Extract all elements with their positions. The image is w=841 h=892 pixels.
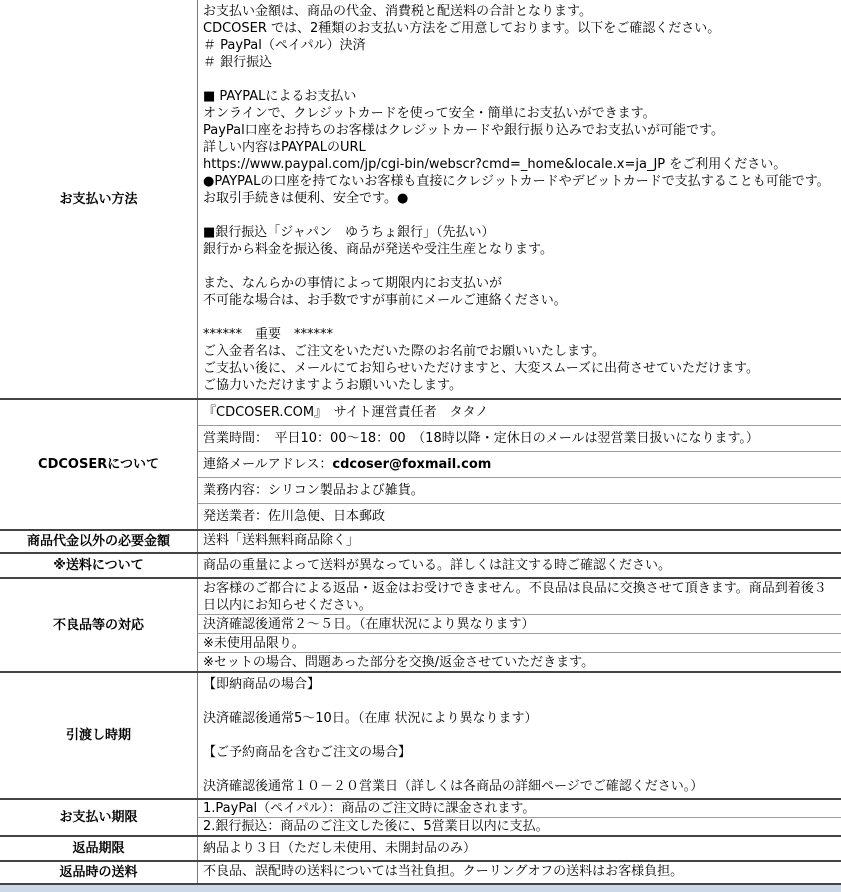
text-line: ご協力いただけますようお願いいたします。 (203, 378, 462, 393)
defective-goods-content (198, 579, 841, 671)
payment-method-content (198, 0, 841, 398)
business-description-row: 業務内容：シリコン製品および雑貨。 (198, 478, 841, 504)
section-payment-method (0, 0, 841, 400)
blank-line (203, 693, 835, 710)
row-header-extra-fees: 商品代金以外の必要金額 (0, 531, 198, 552)
text-line: 不可能な場合は、お手数ですが事前にメールご連絡ください。 (203, 293, 567, 308)
blank-line (203, 71, 835, 88)
exchange-time-row: 決済確認後通常２～５日。（在庫状況により異なります） (198, 615, 841, 634)
delivery-time-content (198, 673, 841, 798)
text-line: 納品より３日（ただし未使用、未開封品のみ） (203, 841, 477, 856)
blank-line (203, 761, 835, 778)
paypal-url-line: https://www.paypal.com/jp/cgi-bin/webscr?cmd=_home&locale.x=ja_JP をご利用ください。 (203, 157, 787, 172)
text-line: お取引手続きは便利、安全です。● (203, 191, 409, 206)
text-line: お支払い金額は、商品の代金、消費税と配送料の合計となります。 (203, 4, 592, 19)
contact-email-label: 連絡メールアドレス： (203, 457, 333, 472)
row-header-about-cdcoser: CDCOSERについて (0, 400, 198, 529)
text-line: ＃ PayPal（ペイパル）決済 (203, 38, 366, 53)
blank-line (203, 309, 835, 326)
row-header-payment-method: お支払い方法 (0, 0, 198, 398)
shipping-fee-content (198, 554, 841, 577)
section-about-cdcoser (0, 400, 841, 531)
text-line: ご支払い後に、メールにてお知らせいただけますと、大変スムーズに出荷させていただけます。 (203, 361, 760, 376)
section-extra-fees (0, 531, 841, 554)
text-line: また、なんらかの事情によって期限内にお支払いが (203, 276, 503, 291)
text-line: PayPal口座をお持ちのお客様はクレジットカードや銀行振り込みでお支払いが可能です。 (203, 123, 724, 138)
text-line: 商品の重量によって送料が異なっている。詳しくは註文する時ご確認ください。 (203, 558, 672, 573)
section-delivery-time (0, 673, 841, 800)
paypal-deadline-row: 1.PayPal（ペイパル）：商品のご注文時に課金されます。 (198, 800, 841, 818)
bank-transfer-heading-line: ■銀行振込「ジャパン ゆうちょ銀行」（先払い） (203, 225, 495, 240)
text-line: 詳しい内容はPAYPALのURL (203, 140, 366, 155)
row-header-return-deadline: 返品期限 (0, 837, 198, 860)
blank-line (203, 727, 835, 744)
return-deadline-content (198, 837, 841, 860)
text-line: 銀行から料金を振込後、商品が発送や受注生産となります。 (203, 242, 553, 257)
text-line: 決済確認後通常5～10日。（在庫 状況により異なります） (203, 711, 538, 726)
text-line: ＃ 銀行振込 (203, 55, 273, 70)
bank-deadline-row: 2.銀行振込：商品のご注文した後に、5営業日以内に支払。 (203, 819, 549, 834)
text-line: 決済確認後通常１０－２０営業日（詳しくは各商品の詳細ページでご確認ください。） (203, 779, 704, 794)
row-header-return-shipping-cost: 返品時の送料 (0, 862, 198, 883)
site-operator-row: 『CDCOSER.COM』 サイト運営責任者 タタノ (198, 400, 841, 426)
bottom-strip (0, 885, 841, 892)
section-return-deadline (0, 837, 841, 862)
text-line: ご入金者名は、ご注文をいただいた際のお名前でお願いいたします。 (203, 344, 605, 359)
text-line: 不良品、誤配時の送料については当社負担。クーリングオフの送料はお客様負担。 (203, 864, 684, 879)
blank-line (203, 207, 835, 224)
row-header-shipping-fee: ※送料について (0, 554, 198, 577)
section-defective-goods (0, 579, 841, 673)
text-line: 送料「送料無料商品除く」 (203, 533, 360, 548)
section-payment-deadline (0, 800, 841, 837)
blank-line (203, 258, 835, 275)
text-line: オンラインで、クレジットカードを使って安全・簡単にお支払いができます。 (203, 106, 656, 121)
text-line: ●PAYPALの口座を持てないお客様も直接にクレジットカードやデビットカードで支払することも可能です。 (203, 174, 830, 189)
row-header-payment-deadline: お支払い期限 (0, 800, 198, 835)
set-item-row: ※セットの場合、問題あった部分を交換/返金させていただきます。 (203, 655, 595, 670)
unused-only-row: ※未使用品限り。 (198, 634, 841, 653)
paypal-heading-line: ■ PAYPALによるお支払い (203, 89, 357, 104)
text-line: CDCOSER では、2種類のお支払い方法をご用意しております。以下をご確認ください。 (203, 21, 721, 36)
payment-deadline-content (198, 800, 841, 835)
row-header-defective-goods: 不良品等の対応 (0, 579, 198, 671)
shipping-carrier-row: 発送業者：佐川急便、日本郵政 (203, 509, 386, 524)
row-header-delivery-time: 引渡し時期 (0, 673, 198, 798)
contact-email: cdcoser@foxmail.com (332, 457, 492, 472)
extra-fees-content (198, 531, 841, 552)
about-cdcoser-content (198, 400, 841, 529)
section-shipping-fee (0, 554, 841, 579)
section-return-shipping-cost (0, 862, 841, 885)
return-shipping-cost-content (198, 862, 841, 883)
text-line: 【ご予約商品を含むご注文の場合】 (203, 745, 412, 760)
important-heading-line: ****** 重要 ****** (203, 327, 334, 342)
business-hours-row: 営業時間： 平日10：00～18：00 （18時以降・定休日のメールは翌営業日扱いになります。） (198, 426, 841, 452)
return-policy-row: お客様のご都合による返品・返金はお受けできません。不良品は良品に交換させて頂きます。商品到着後３日以内にお知らせください。 (198, 579, 841, 615)
contact-email-row (198, 452, 841, 478)
text-line: 【即納商品の場合】 (203, 677, 321, 692)
